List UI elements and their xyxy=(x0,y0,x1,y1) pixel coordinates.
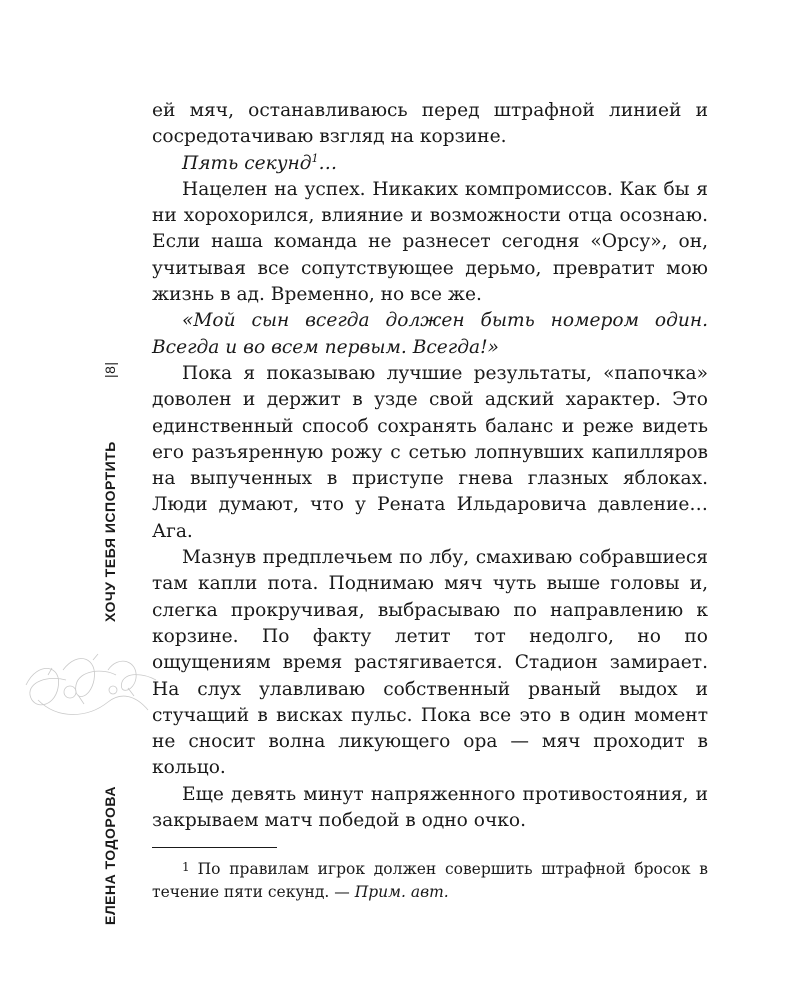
footnote-divider xyxy=(152,847,277,848)
ellipsis: … xyxy=(318,152,338,174)
footnote-attribution: Прим. авт. xyxy=(354,883,449,901)
paragraph-italic-quote: «Мой сын всегда должен быть номером один. Всегда и во всем первым. Всегда!» xyxy=(152,310,708,358)
author-name: ЕЛЕНА ТОДОРОВА xyxy=(102,786,118,925)
paragraph: Пока я показываю лучшие результаты, «папочка» доволен и держит в узде свой адский характер. Это единственный способ сохранять баланс и реже видеть его разъяренную рожу с сетью лопнувших капилляров на выпученных в приступе гнева глазных яблоках. Люди думают, что у Рената Ильдаровича давление… Ага. xyxy=(152,362,708,542)
scribble-decoration xyxy=(18,640,168,730)
italic-phrase: Пять секунд xyxy=(182,152,312,174)
footnote-mark: 1 xyxy=(182,860,190,874)
paragraph: ей мяч, останавливаюсь перед штрафной линией и сосредотачиваю взгляд на корзине. xyxy=(152,100,708,148)
footnote-reference[interactable]: 1 xyxy=(311,151,319,165)
book-title: ХОЧУ ТЕБЯ ИСПОРТИТЬ xyxy=(102,441,118,622)
body-text xyxy=(152,98,708,834)
paragraph-italic xyxy=(152,151,708,177)
footnote-text: По правилам игрок должен совершить штрафной бросок в течение пяти секунд. — xyxy=(152,860,708,901)
paragraph: Еще девять минут напряженного противостояния, и закрываем матч победой в одно очко. xyxy=(152,783,708,832)
paragraph: Нацелен на успех. Никаких компромиссов. Как бы я ни хорохорился, влияние и возможности отца осознаю. Если наша команда не разнесет сегодня «Орсу», он, учитывая все сопутствующее дерьмо, превратит мою жизнь в ад. Временно, но все же. xyxy=(152,178,708,306)
paragraph: Мазнув предплечьем по лбу, смахиваю собравшиеся там капли пота. Поднимаю мяч чуть выше головы и, слегка прокручивая, выбрасываю по направлению к корзине. По факту летит тот недолго, но по ощущениям время растягивается. Стадион замирает. На слух улавливаю собственный рваный выдох и стучащий в висках пульс. Пока все это в один момент не сносит волна ликующего ора — мяч проходит в кольцо. xyxy=(152,547,708,779)
page-number: |8| xyxy=(102,361,118,378)
footnote xyxy=(152,856,708,904)
